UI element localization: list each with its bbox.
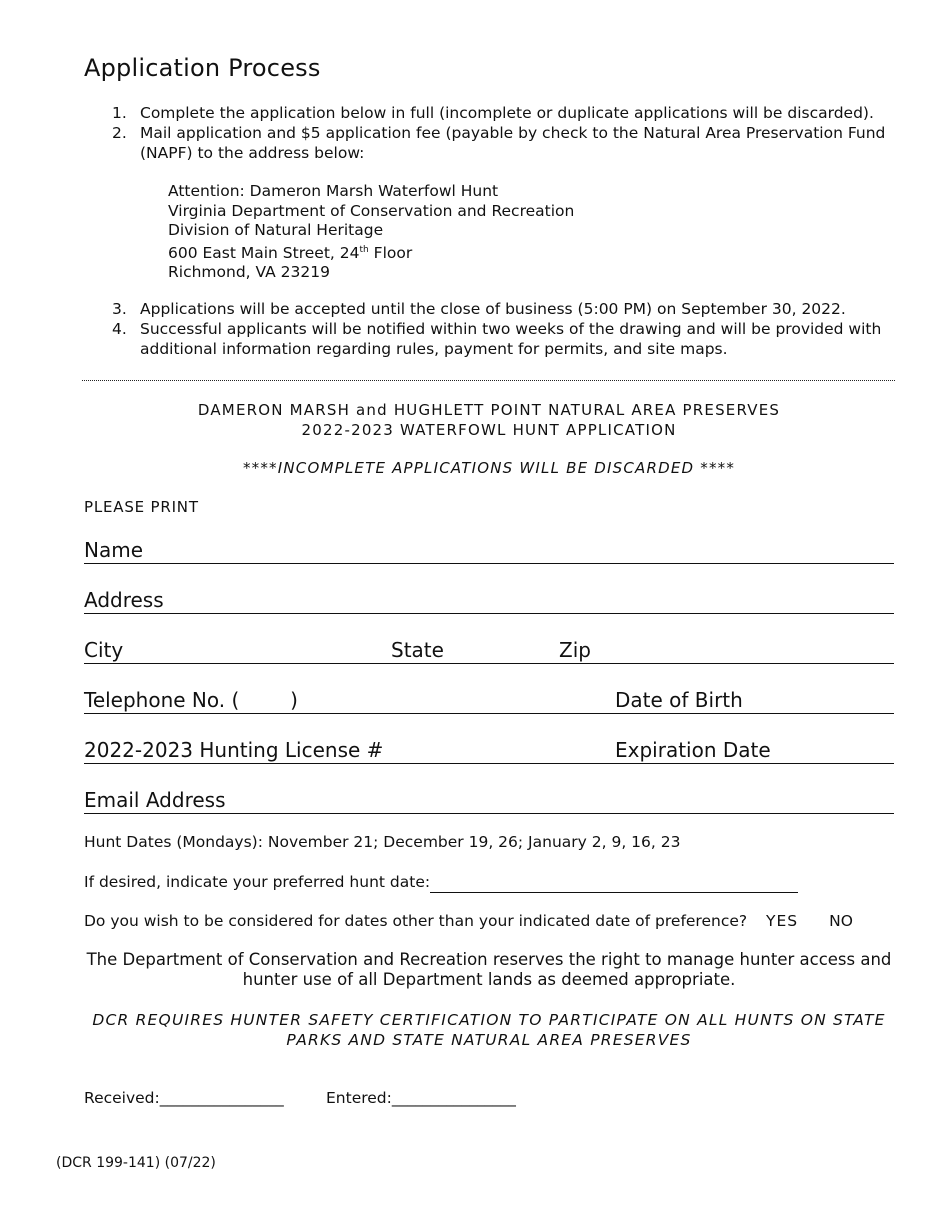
address-field[interactable] bbox=[84, 585, 894, 614]
address-label: Address bbox=[84, 588, 164, 612]
preferred-date-input[interactable] bbox=[430, 876, 798, 893]
entered-field[interactable]: Entered:________________ bbox=[326, 1089, 516, 1107]
hunt-dates: Hunt Dates (Mondays): November 21; December 19, 26; January 2, 9, 16, 23 bbox=[84, 833, 681, 851]
other-dates-question: Do you wish to be considered for dates other than your indicated date of preference? bbox=[84, 912, 748, 930]
dob-label: Date of Birth bbox=[615, 688, 743, 712]
telephone-dob-field[interactable] bbox=[84, 685, 894, 714]
preferred-date-row bbox=[84, 873, 798, 893]
please-print-label: PLEASE PRINT bbox=[84, 498, 199, 516]
form-id: (DCR 199-141) (07/22) bbox=[56, 1155, 216, 1171]
preferred-date-label: If desired, indicate your preferred hunt date: bbox=[84, 873, 431, 891]
dcr-notice: The Department of Conservation and Recreation reserves the right to manage hunter access and hunter use of all Department lands as deemed appropriate. bbox=[86, 950, 892, 989]
city-state-zip-field[interactable] bbox=[84, 635, 894, 664]
email-label: Email Address bbox=[84, 788, 226, 812]
city-label: City bbox=[84, 638, 124, 662]
form-header-line1: DAMERON MARSH and HUGHLETT POINT NATURAL AREA PRESERVES bbox=[197, 401, 781, 419]
incomplete-warning: ****INCOMPLETE APPLICATIONS WILL BE DISCARDED **** bbox=[242, 459, 736, 477]
telephone-label: Telephone No. ( ) bbox=[84, 688, 298, 712]
yes-option[interactable]: YES bbox=[766, 912, 799, 930]
name-field[interactable] bbox=[84, 535, 894, 564]
license-label: 2022-2023 Hunting License # bbox=[84, 738, 384, 762]
page-title: Application Process bbox=[84, 54, 321, 82]
email-field[interactable] bbox=[84, 785, 894, 814]
other-dates-row bbox=[84, 912, 853, 932]
expiration-label: Expiration Date bbox=[615, 738, 771, 762]
license-field[interactable] bbox=[84, 735, 894, 764]
state-label: State bbox=[391, 638, 444, 662]
zip-label: Zip bbox=[559, 638, 591, 662]
no-option[interactable]: NO bbox=[829, 912, 853, 930]
cut-line-divider bbox=[82, 380, 895, 381]
form-header-line2: 2022-2023 WATERFOWL HUNT APPLICATION bbox=[301, 421, 677, 439]
mailing-address: Attention: Dameron Marsh Waterfowl Hunt Virginia Department of Conservation and Recreation Division of Natural Heritage 600 East Main Street, 24th Floor Richmond, VA 23219 bbox=[168, 182, 575, 282]
certification-notice: DCR REQUIRES HUNTER SAFETY CERTIFICATION TO PARTICIPATE ON ALL HUNTS ON STATE PARKS AND STATE NATURAL AREA PRESERVES bbox=[92, 1011, 886, 1049]
name-label: Name bbox=[84, 538, 144, 562]
received-field[interactable]: Received:________________ bbox=[84, 1089, 284, 1107]
